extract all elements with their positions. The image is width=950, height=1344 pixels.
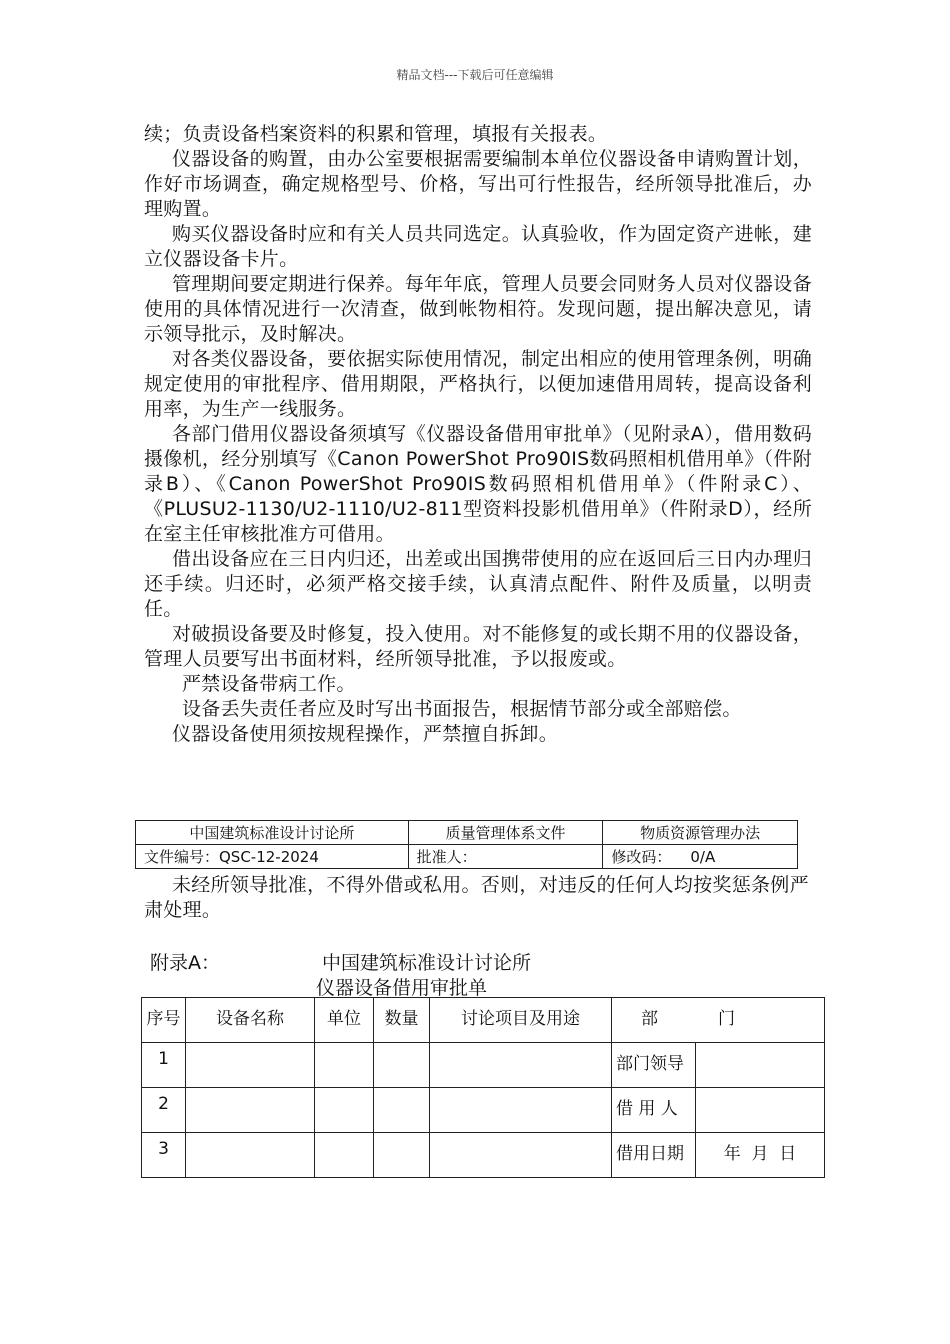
unit-cell[interactable] [315,1088,374,1133]
paragraph: 仪器设备使用须按规程操作，严禁擅自拆卸。 [172,723,559,745]
table-row [142,1088,825,1133]
quantity-cell[interactable] [374,1133,430,1178]
paragraph: 严禁设备带病工作。 [182,673,356,695]
quantity-cell[interactable] [374,1088,430,1133]
row-number: 2 [142,1088,186,1133]
after-table-text [144,873,812,923]
paragraph: 仪器设备的购置，由办公室要根据需要编制本单位仪器设备申请购置计划，作好市场调查，确定规格型号、价格，写出可行性报告，经所领导批准后，办理购置。 [144,148,812,220]
header-cell: 设备名称 [186,998,315,1043]
revision-cell: 修改码： 0/A [603,845,798,869]
side-label: 部门领导 [612,1043,696,1088]
purpose-cell[interactable] [430,1043,612,1088]
paragraph: 各部门借用仪器设备须填写《仪器设备借用审批单》（见附录A），借用数码摄像机，经分别填写《Canon PowerShot Pro90IS数码照相机借用单》（件附录B）、《Canon PowerShot Pro90IS数码照相机借用单》（件附录C）、《PLUSU2-1130/U2-1110/U2-811型资料投影机借用单》（件附录D），经所在室主任审核批准方可借用。 [144,423,812,545]
equipment-name-cell[interactable] [186,1088,315,1133]
side-value[interactable] [696,1088,825,1133]
paragraph: 借出设备应在三日内归还，出差或出国携带使用的应在返回后三日内办理归还手续。归还时，必须严格交接手续，认真清点配件、附件及质量，以明责任。 [144,548,812,620]
side-label: 借 用 人 [612,1088,696,1133]
paragraph: 续；负责设备档案资料的积累和管理，填报有关报表。 [144,123,608,145]
appendix-org: 中国建筑标准设计讨论所 [322,952,532,974]
paragraph: 管理期间要定期进行保养。每年年底，管理人员要会同财务人员对仪器设备使用的具体情况进行一次清查，做到帐物相符。发现问题，提出解决意见，请示领导批示，及时解决。 [144,273,812,345]
header-cell: 部门 [612,998,825,1043]
table-row [142,1133,825,1178]
borrow-approval-form [141,997,825,1178]
approver-cell: 批准人： [408,845,603,869]
paragraph: 购买仪器设备时应和有关人员共同选定。认真验收，作为固定资产进帐，建立仪器设备卡片。 [144,223,812,270]
side-value[interactable] [696,1043,825,1088]
purpose-cell[interactable] [430,1088,612,1133]
unit-cell[interactable] [315,1133,374,1178]
equipment-name-cell[interactable] [186,1133,315,1178]
unit-cell[interactable] [315,1043,374,1088]
paragraph: 对各类仪器设备，要依据实际使用情况，制定出相应的使用管理条例，明确规定使用的审批程序、借用期限，严格执行，以便加速借用周转，提高设备利用率，为生产一线服务。 [144,348,812,420]
header-cell: 讨论项目及用途 [430,998,612,1043]
purpose-cell[interactable] [430,1133,612,1178]
appendix-form-title: 仪器设备借用审批单 [316,977,488,999]
paragraph: 设备丢失责任者应及时写出书面报告，根据情节部分或全部赔偿。 [182,698,742,720]
side-value[interactable]: 年 月 日 [696,1133,825,1178]
page-header: 精品文档---下载后可任意编辑 [396,68,554,82]
table-row [142,1043,825,1088]
quantity-cell[interactable] [374,1043,430,1088]
paragraph: 未经所领导批准，不得外借或私用。否则，对违反的任何人均按奖惩条例严肃处理。 [144,874,809,921]
side-label: 借用日期 [612,1133,696,1178]
row-number: 1 [142,1043,186,1088]
row-number: 3 [142,1133,186,1178]
system-cell: 质量管理体系文件 [408,821,603,845]
document-info-table [135,820,798,869]
equipment-name-cell[interactable] [186,1043,315,1088]
header-cell: 单位 [315,998,374,1043]
form-header-row [142,998,825,1043]
paragraph: 对破损设备要及时修复，投入使用。对不能修复的或长期不用的仪器设备，管理人员要写出书面材料，经所领导批准，予以报废或。 [144,623,812,670]
org-cell: 中国建筑标准设计讨论所 [136,821,409,845]
header-cell: 序号 [142,998,186,1043]
doc-number-cell: 文件编号：QSC-12-2024 [136,845,409,869]
body-text [144,122,812,747]
doc-title-cell: 物质资源管理办法 [603,821,798,845]
header-cell: 数量 [374,998,430,1043]
appendix-label: 附录A： [150,952,220,974]
